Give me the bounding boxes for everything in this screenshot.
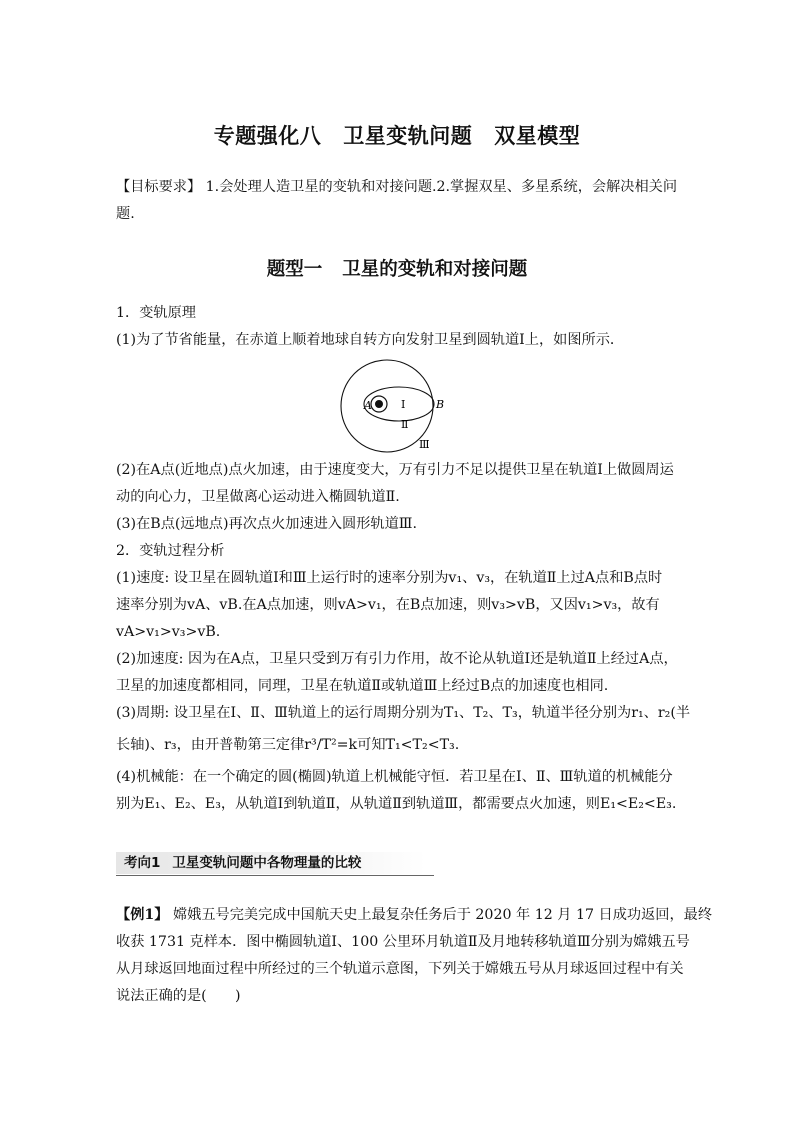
- title-part-2: 卫星变轨问题: [343, 123, 473, 148]
- banner-text: [124, 854, 361, 872]
- item-1-heading: 1．变轨原理: [116, 305, 196, 321]
- title-part-3: 双星模型: [494, 123, 581, 148]
- item-2-heading: 2．变轨过程分析: [116, 543, 225, 559]
- exam-direction-banner: [116, 852, 434, 876]
- item-1-paragraph-2b: 动的向心力，卫星做离心运动进入椭圆轨道Ⅱ.: [116, 489, 400, 505]
- label-orbit-1: Ⅰ: [401, 398, 406, 411]
- item-1-paragraph-1: (1)为了节省能量，在赤道上顺着地球自转方向发射卫星到圆轨道Ⅰ上，如图所示．: [116, 332, 625, 348]
- example-line-3: 从月球返回地面过程中所经过的三个轨道示意图，下列关于嫦娥五号从月球返回过程中有关: [116, 961, 684, 977]
- section-heading-part-2: 卫星的变轨和对接问题: [342, 259, 528, 280]
- example-line-1: 嫦娥五号完美完成中国航天史上最复杂任务后于 2020 年 12 月 17 日成功返回，最终: [172, 907, 713, 923]
- example-label: 【例1】: [116, 907, 169, 923]
- earth-icon: [375, 400, 383, 408]
- page-title: [0, 120, 794, 150]
- period-line-1: (3)周期: 设卫星在Ⅰ、Ⅱ、Ⅲ轨道上的运行周期分别为T₁、T₂、T₃，轨道半径分别为r₁、r₂(半: [116, 705, 691, 721]
- example-1-block: [116, 902, 713, 1010]
- energy-line-2: 别为E₁、E₂、E₃，从轨道Ⅰ到轨道Ⅱ，从轨道Ⅱ到轨道Ⅲ，都需要点火加速，则E₁<E₂<E₃.: [116, 796, 677, 812]
- item-1-continued: [116, 457, 691, 818]
- speed-line-1: (1)速度: 设卫星在圆轨道Ⅰ和Ⅲ上运行时的速率分别为v₁、v₃，在轨道Ⅱ上过A点和B点时: [116, 570, 663, 586]
- objective-label: 【目标要求】: [116, 179, 202, 195]
- label-a: A: [364, 399, 372, 412]
- learning-objective: [116, 174, 678, 228]
- orbit-2-ellipse: [364, 387, 434, 421]
- orbit-diagram: [340, 356, 450, 456]
- section-heading: [0, 255, 794, 281]
- acceleration-line-2: 卫星的加速度都相同，同理，卫星在轨道Ⅱ或轨道Ⅲ上经过B点的加速度也相同.: [116, 678, 609, 694]
- example-line-2: 收获 1731 克样本．图中椭圆轨道Ⅰ、100 公里环月轨道Ⅱ及月地转移轨道Ⅲ分别为嫦娥五号: [116, 934, 690, 950]
- speed-line-3: vA>v₁>v₃>vB.: [116, 624, 221, 640]
- label-orbit-2: Ⅱ: [401, 418, 409, 431]
- section-heading-part-1: 题型一: [266, 259, 323, 280]
- title-part-1: 专题强化八: [213, 123, 322, 148]
- banner-title: 卫星变轨问题中各物理量的比较: [172, 855, 362, 871]
- objective-text-2: 题.: [116, 206, 135, 222]
- speed-line-2: 速率分别为vA、vB.在A点加速，则vA>v₁，在B点加速，则v₃>vB，又因v₁>v₃，故有: [116, 597, 660, 613]
- banner-underline: [116, 875, 434, 876]
- energy-line-1: (4)机械能：在一个确定的圆(椭圆)轨道上机械能守恒．若卫星在Ⅰ、Ⅱ、Ⅲ轨道的机械能分: [116, 769, 673, 785]
- period-line-2: 长轴)、r₃，由开普勒第三定律r³/T²=k可知T₁<T₂<T₃.: [116, 737, 460, 753]
- banner-label: 考向1: [124, 855, 161, 871]
- objective-text-1: 1.会处理人造卫星的变轨和对接问题.2.掌握双星、多星系统，会解决相关问: [205, 179, 678, 195]
- item-1-paragraph-3: (3)在B点(远地点)再次点火加速进入圆形轨道Ⅲ.: [116, 516, 417, 532]
- item-1-paragraph-2a: (2)在A点(近地点)点火加速，由于速度变大，万有引力不足以提供卫星在轨道Ⅰ上做圆周运: [116, 462, 674, 478]
- example-line-4: 说法正确的是( ): [116, 988, 241, 1004]
- item-1-block: [116, 300, 678, 354]
- label-b: B: [436, 398, 445, 411]
- label-orbit-3: Ⅲ: [419, 438, 430, 451]
- acceleration-line-1: (2)加速度: 因为在A点，卫星只受到万有引力作用，故不论从轨道Ⅰ还是轨道Ⅱ上经过A点，: [116, 651, 678, 667]
